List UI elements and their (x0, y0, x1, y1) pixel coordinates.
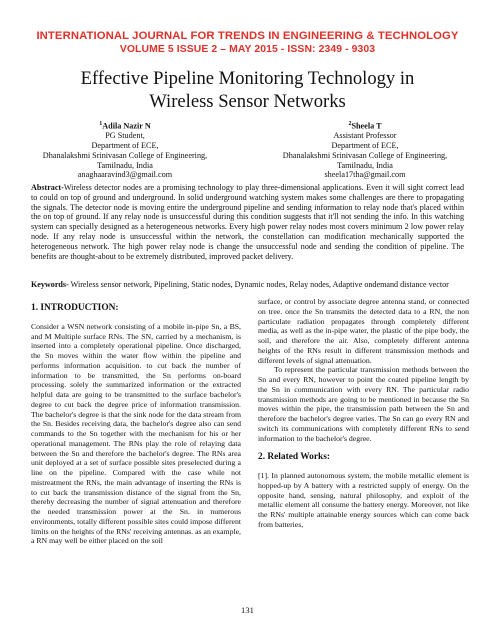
author-name-text: Sheela T (351, 121, 382, 131)
author-email: anaghaaravind3@gmail.com (77, 170, 173, 180)
paper-title-line-1: Effective Pipeline Monitoring Technology in (80, 68, 415, 89)
abstract (31, 183, 464, 261)
author-index: 2 (348, 121, 352, 127)
author-email: sheela17tha@gmail.com (324, 170, 406, 180)
paper-title-line-2: Wireless Sensor Networks (149, 91, 346, 112)
related-works-paragraph: [1]. In planned autonomous system, the mobile metallic element is hopped-up by A battery with a restricted supply of energy. On the opposite hand, sensing, natural philosophy, and exploit of the metallic element all consume the battery energy. Moreover, not like the RNs' multiple attainable energy sources which can come back from batteries, (258, 471, 469, 529)
abstract-text: Wireless detector nodes are a promising technology to play three-dimensional applications. Even it will sight correct lead to could on top of ground and underground. In solid underground watching system makes some challenges are there to propagating the signals. The detector node is moving entire the underground pipeline and sending information to relay node that's placed within the on top of ground. If any relay node is unsuccessful during this condition suggests that it'll not sending the info. In this watching system can specially designed as a heterogeneous networks. Every high power relay nodes most covers minimum 2 low power relay node. If any relay node is unsuccessful within the network, the constellation can modification mechanically supported the heterogeneous network. The high power relay node is change the unsuccessful node and sending the condition of pipeline. The benefits are thought-about to be extremely distributed, improved packet delivery. (31, 183, 464, 261)
author-location: Tamilnadu, India (97, 160, 153, 170)
keywords (31, 280, 464, 290)
author-location: Tamilnadu, India (337, 160, 393, 170)
author-name-text: Adila Nazir N (102, 121, 151, 131)
keywords-text: Wireless sensor network, Pipelining, Static nodes, Dynamic nodes, Relay nodes, Adaptive ondemand distance vector (68, 280, 449, 289)
author-institution: Dhanalakshmi Srinivasan College of Engineering, (282, 150, 448, 160)
author-role: Assistant Professor (333, 131, 397, 141)
journal-issue-line: VOLUME 5 ISSUE 2 – MAY 2015 - ISSN: 2349 - 9303 (119, 44, 376, 55)
author-role: PG Student, (105, 131, 145, 141)
left-column (31, 304, 241, 546)
body-paragraph: surface, or control by associate degree antenna stand, or connected on tree. once the Sn transmits the detected data to a RN, the non particulate radiation propagates through completely different media, as well as the in-pipe water, the plastic of the pipe body, the soil, and therefore the air. Also, completely different antenna heights of the RNs result in different transmission methods and different levels of signal attenuation. (258, 297, 469, 365)
journal-name: INTERNATIONAL JOURNAL FOR TRENDS IN ENGINEERING & TECHNOLOGY (36, 30, 459, 42)
author-block-2 (255, 120, 475, 180)
page-number: 131 (241, 605, 254, 615)
section-heading-introduction: 1. INTRODUCTION: (31, 303, 119, 313)
author-name (255, 120, 475, 131)
author-institution: Dhanalakshmi Srinivasan College of Engineering, (42, 150, 208, 160)
author-block-1 (30, 120, 220, 180)
author-name (30, 120, 220, 131)
author-index: 1 (99, 121, 103, 127)
right-column (258, 297, 469, 530)
abstract-label: Abstract- (31, 183, 64, 192)
section-heading-related-works: 2. Related Works: (258, 452, 330, 463)
author-department: Department of ECE, (91, 141, 159, 151)
introduction-paragraph: Consider a WSN network consisting of a mobile in-pipe Sn, a BS, and M Multiple surface RNs. The SN, carried by a mechanism, is inserted into a completely operational pipeline. Once discharged, the Sn moves within the water flow within the pipeline and performs information acquisition. to cut back the number of information to be transmitted, the Sn performs on-board processing. solely the summarized information or the extracted helpful data are going to be transmitted to the surface bachelor's degree to cut back the degree price of information transmission. The bachelor's degree is that the sink node for the data stream from the Sn. Besides receiving data, the bachelor's degree also can send commands to the Sn together with the mechanism for his or her operational management. The RNs play the role of relaying data between the Sn and therefore the bachelor's degree. The RNs area unit deployed at a set of surface possible sites preselected during a line on the pipeline. Compared with the case while not mistreatment the RNs, the main advantage of inserting the RNs is to cut back the transmission distance of the signal from the Sn, thereby decreasing the number of signal attenuation and therefore the needed transmission power at the Sn. in numerous environments, totally different possible sites could impose different limits on the heights of the RNs' receiving antennas. as an example, a RN may well be either placed on the soil (31, 321, 241, 546)
body-paragraph: To represent the particular transmission methods between the Sn and every RN, however to point the coated pipeline length by the Sn in communication with every RN. The particular radio transmission methods are going to be mentioned in because the Sn moves within the pipe, the transmission path between the Sn and therefore the bachelor's degree varies. The Sn can go every RN and switch its communications with completely different RNs to send information to the bachelor's degree. (258, 365, 469, 443)
keywords-label: Keywords- (31, 280, 69, 289)
author-department: Department of ECE, (331, 141, 399, 151)
